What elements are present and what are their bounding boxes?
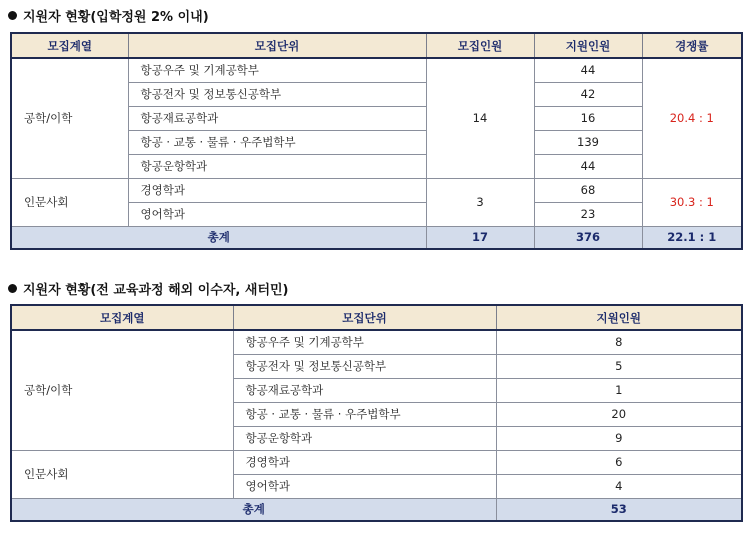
- unit-cell: 항공우주 및 기계공학부: [128, 58, 426, 82]
- category-cell: 인문사회: [11, 450, 233, 498]
- unit-cell: 항공전자 및 정보통신공학부: [128, 82, 426, 106]
- header-unit: 모집단위: [128, 33, 426, 58]
- total-ratio: 22.1 : 1: [642, 226, 742, 249]
- unit-cell: 항공전자 및 정보통신공학부: [233, 354, 496, 378]
- unit-cell: 경영학과: [128, 178, 426, 202]
- total-row: [11, 226, 742, 249]
- unit-cell: 항공운항학과: [128, 154, 426, 178]
- applicants-cell: 20: [496, 402, 742, 426]
- applicants-cell: 42: [534, 82, 642, 106]
- applicants-cell: 44: [534, 154, 642, 178]
- applicants-cell: 4: [496, 474, 742, 498]
- total-quota: 17: [426, 226, 534, 249]
- unit-cell: 경영학과: [233, 450, 496, 474]
- unit-cell: 항공 · 교통 · 물류 · 우주법학부: [233, 402, 496, 426]
- category-cell: 공학/이학: [11, 330, 233, 450]
- section1-title-text: 지원자 현황(입학정원 2% 이내): [23, 10, 209, 25]
- applicants-cell: 139: [534, 130, 642, 154]
- category-cell: 공학/이학: [11, 58, 128, 178]
- total-applicants: 53: [496, 498, 742, 521]
- applicants-table-overseas: [10, 304, 743, 522]
- ratio-cell: 20.4 : 1: [642, 58, 742, 178]
- header-category: 모집계열: [11, 33, 128, 58]
- unit-cell: 영어학과: [233, 474, 496, 498]
- unit-cell: 항공운항학과: [233, 426, 496, 450]
- section2-title-text: 지원자 현황(전 교육과정 해외 이수자, 새터민): [23, 283, 289, 298]
- header-category: 모집계열: [11, 305, 233, 330]
- bullet-icon: [8, 284, 17, 293]
- header-applicants: 지원인원: [534, 33, 642, 58]
- applicants-cell: 44: [534, 58, 642, 82]
- applicants-cell: 5: [496, 354, 742, 378]
- total-label: 총계: [11, 498, 496, 521]
- applicants-cell: 23: [534, 202, 642, 226]
- header-ratio: 경쟁률: [642, 33, 742, 58]
- table-row: [11, 58, 742, 82]
- bullet-icon: [8, 11, 17, 20]
- quota-cell: 14: [426, 58, 534, 178]
- category-cell: 인문사회: [11, 178, 128, 226]
- section1-title: [8, 6, 209, 25]
- applicants-cell: 6: [496, 450, 742, 474]
- section2-title: [8, 279, 289, 298]
- applicants-cell: 1: [496, 378, 742, 402]
- table-header-row: [11, 305, 742, 330]
- applicants-cell: 8: [496, 330, 742, 354]
- table-header-row: [11, 33, 742, 58]
- unit-cell: 영어학과: [128, 202, 426, 226]
- unit-cell: 항공재료공학과: [233, 378, 496, 402]
- table-row: [11, 330, 742, 354]
- unit-cell: 항공재료공학과: [128, 106, 426, 130]
- total-label: 총계: [11, 226, 426, 249]
- quota-cell: 3: [426, 178, 534, 226]
- total-applicants: 376: [534, 226, 642, 249]
- total-row: [11, 498, 742, 521]
- header-applicants: 지원인원: [496, 305, 742, 330]
- ratio-cell: 30.3 : 1: [642, 178, 742, 226]
- table-row: [11, 450, 742, 474]
- table-row: [11, 178, 742, 202]
- applicants-table-quota: [10, 32, 743, 250]
- applicants-cell: 9: [496, 426, 742, 450]
- header-quota: 모집인원: [426, 33, 534, 58]
- applicants-cell: 68: [534, 178, 642, 202]
- unit-cell: 항공 · 교통 · 물류 · 우주법학부: [128, 130, 426, 154]
- unit-cell: 항공우주 및 기계공학부: [233, 330, 496, 354]
- applicants-cell: 16: [534, 106, 642, 130]
- header-unit: 모집단위: [233, 305, 496, 330]
